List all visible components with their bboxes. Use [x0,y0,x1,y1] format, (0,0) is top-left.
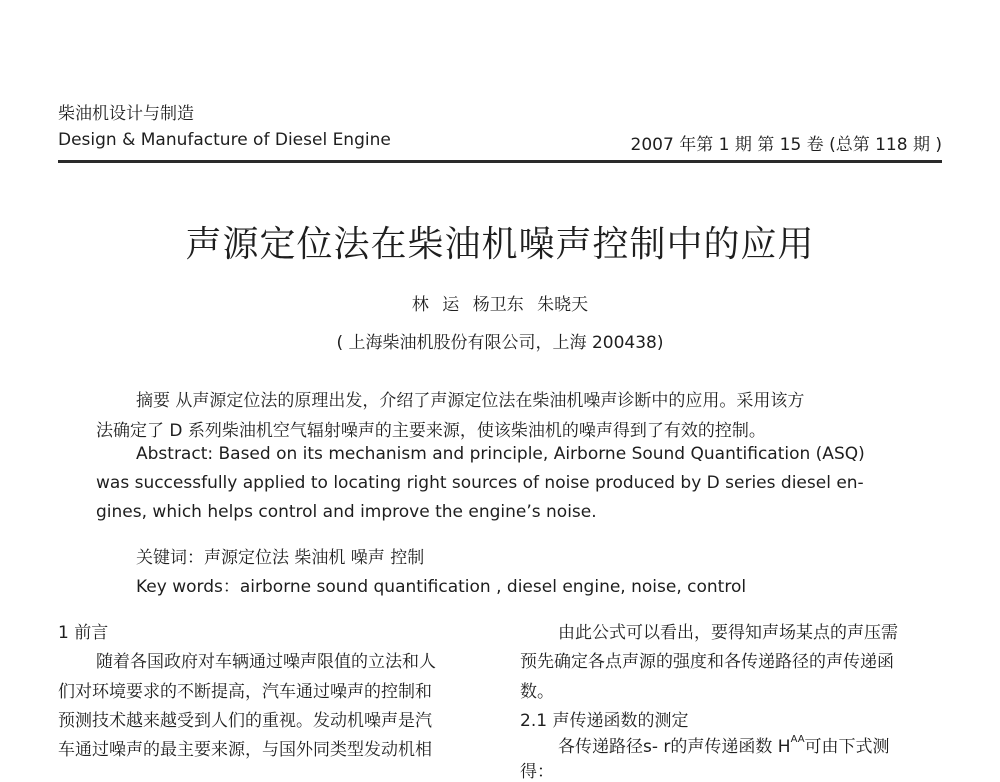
body-line: 车通过噪声的最主要来源，与国外同类型发动机相 [58,740,432,760]
body-line: 们对环境要求的不断提高，汽车通过噪声的控制和 [58,682,432,702]
journal-name-cn: 柴油机设计与制造 [58,104,194,124]
affiliation: ( 上海柴油机股份有限公司，上海 200438) [336,333,664,353]
section-heading-transfer-function: 2.1 声传递函数的测定 [520,711,689,731]
keywords-cn: 关键词：声源定位法 柴油机 噪声 控制 [136,548,425,568]
superscript: AA [790,734,805,745]
body-text: 各传递路径s- r的声传递函数 H [558,737,791,757]
paper-title: 声源定位法在柴油机噪声控制中的应用 [185,224,815,265]
issue-info: 2007 年第 1 期 第 15 卷 (总第 118 期 ) [630,135,942,155]
abstract-cn-line: 摘要 从声源定位法的原理出发，介绍了声源定位法在柴油机噪声诊断中的应用。采用该方 [136,391,805,411]
body-line: 随着各国政府对车辆通过噪声限值的立法和人 [96,652,436,672]
abstract-en-line: gines, which helps control and improve the engine’s noise. [96,502,597,522]
journal-name-en: Design & Manufacture of Diesel Engine [58,130,391,150]
section-heading-intro: 1 前言 [58,623,109,643]
abstract-cn-line: 法确定了 D 系列柴油机空气辐射噪声的主要来源，使该柴油机的噪声得到了有效的控制。 [96,421,766,441]
body-line: 预先确定各点声源的强度和各传递路径的声传递函 [520,652,894,672]
body-line: 由此公式可以看出，要得知声场某点的声压需 [558,623,898,643]
body-line: 得： [520,762,554,782]
body-line-with-superscript [558,732,890,757]
abstract-en-line: was successfully applied to locating right sources of noise produced by D series diesel en- [96,473,864,493]
authors: 林 运 杨卫东 朱晓天 [411,295,589,315]
body-text: 可由下式测 [804,737,890,757]
abstract-en-line: Abstract: Based on its mechanism and principle, Airborne Sound Quantification (ASQ) [136,444,865,464]
body-line: 预测技术越来越受到人们的重视。发动机噪声是汽 [58,711,432,731]
keywords-en: Key words：airborne sound quantification , diesel engine, noise, control [136,577,747,597]
header-rule [58,160,942,163]
body-line: 数。 [520,682,554,702]
